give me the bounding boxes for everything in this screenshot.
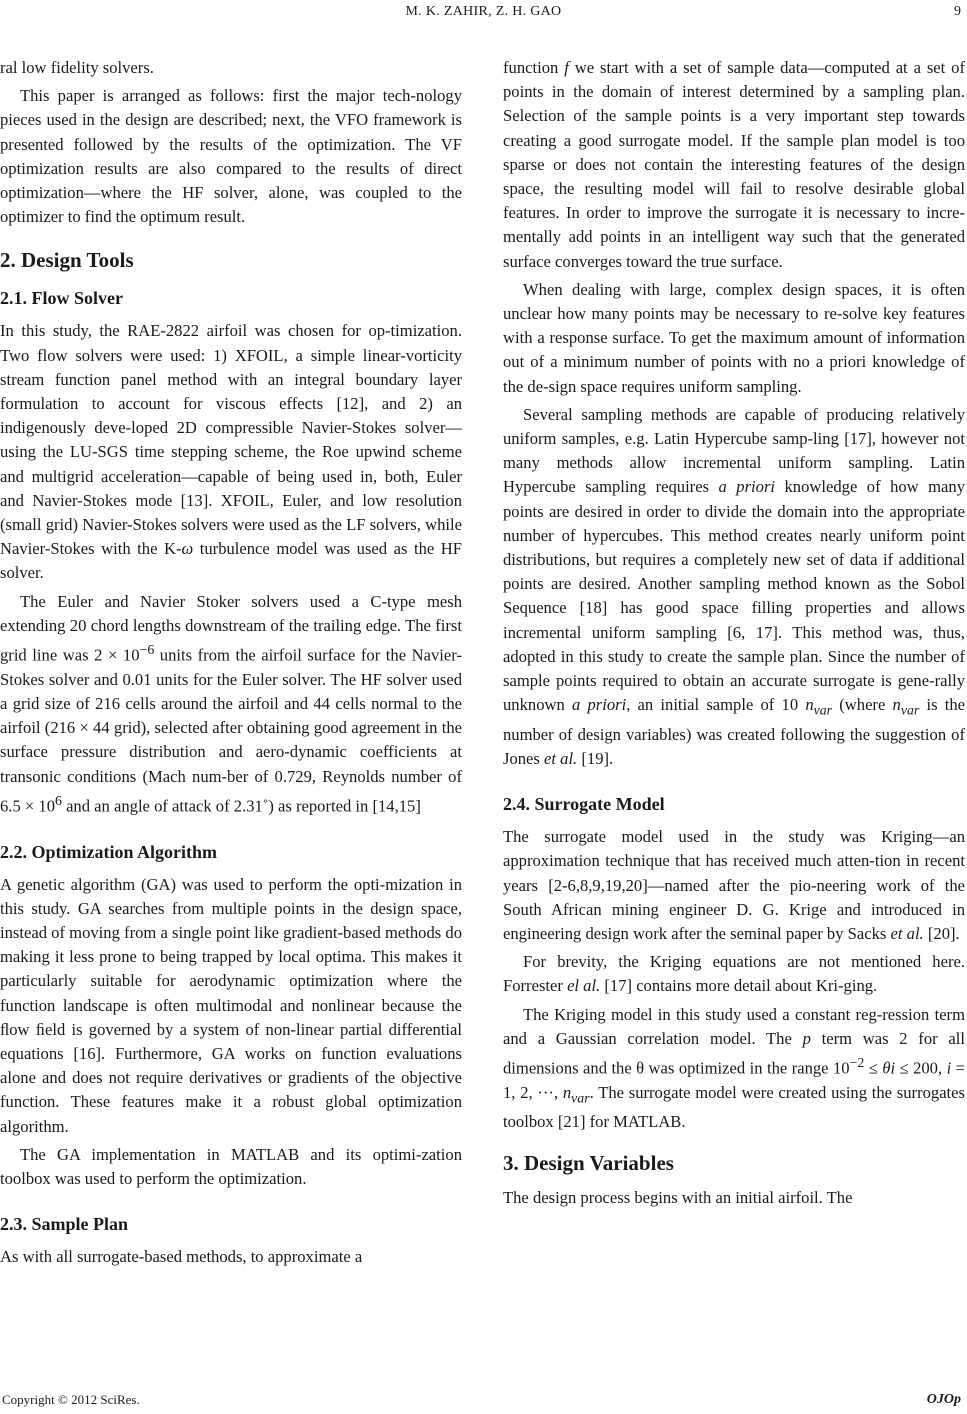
heading-sample-plan: 2.3. Sample Plan: [0, 1214, 129, 1235]
paragraph-kriging-1: The surrogate model used in the study was Kriging—an approximation technique that has received much atten-tion in recent years [2-6,8,9,19,20]—named after the pio-neering work of the South African mining engineer D. G. Krige and introduced in engineering design work after the seminal paper by Sacks et al. [20].: [503, 827, 965, 944]
heading-surrogate-model: 2.4. Surrogate Model: [503, 794, 665, 815]
paragraph-sample-plan-start: As with all surrogate-based methods, to approximate a: [0, 1247, 363, 1267]
paragraph-sampling-methods: Several sampling methods are capable of producing relatively uniform samples, e.g. Latin Hypercube samp-ling [17], however not many methods allow incremental uniform sampling. Latin Hypercube sampling requires a priori knowledge of how many points are desired in order to divide the domain into the appropriate number of hypercubes. This method creates nearly uniform point distributions, but requires a completely new set of data if additional points are desired. Another sampling method known as the Sobol Sequence [18] has good space filling properties and allows incremental uniform sampling [6, 17]. This method was, thus, adopted in this study to create the sample plan. Since the number of sample points required to obtain an accurate surrogate is gene-rally unknown a priori, an initial sample of 10 $n_{var}$ (where $n_{var}$ is the number of design variables) was created following the suggestion of Jones et al. [19].: [503, 404, 966, 768]
paragraph-ga-1: A genetic algorithm (GA) was used to perform the opti-mization in this study. GA searches from multiple points in the design space, instead of moving from a single point like gradient-based methods do making it less prone to being trapped by local optima. This makes it particularly suitable for aerodynamic optimization where the function landscape is often multimodal and nonlinear because the ﬂow ﬁeld is governed by a system of non-linear partial differential equations [16]. Furthermore, GA works on function evaluations alone and does not require derivatives or gradients of the objective function. These features make it a robust global optimization algorithm.: [0, 874, 462, 1136]
paragraph-large-design-spaces: When dealing with large, complex design spaces, it is often unclear how many points may be necessary to re-solve key features with a response surface. To get the maximum amount of information out of a minimum number of points with no a priori knowledge of the de-sign space requires uniform sampling.: [503, 279, 965, 396]
paragraph-kriging-2: For brevity, the Kriging equations are not mentioned here. Forrester el al. [17] contains more detail about Kri-ging.: [503, 952, 965, 996]
paragraph-intro-continued: ral low fidelity solvers.: [0, 58, 154, 77]
heading-flow-solver: 2.1. Flow Solver: [0, 288, 123, 309]
heading-design-variables: 3. Design Variables: [503, 1151, 674, 1176]
paragraph-design-variables-start: The design process begins with an initial airfoil. The: [503, 1188, 853, 1208]
footer-copyright: Copyright © 2012 SciRes.: [2, 1392, 140, 1407]
paragraph-arrangement: This paper is arranged as follows: first the major tech-nology pieces used in the design are described; next, the VFO framework is presented followed by the results of the optimization. The VF optimization results are also compared to the results of direct optimization—where the HF solver, alone, was coupled to the optimizer to find the optimum result.: [0, 86, 462, 227]
paragraph-kriging-3: The Kriging model in this study used a constant reg-ression term and a Gaussian correlation model. The p term was 2 for all dimensions and the θ was optimized in the range $10^{-2} \le \theta i \le 200$, i = 1, 2, ···, $n_{var}$. The surrogate model were created using the surrogates toolbox [21] for MATLAB.: [503, 1004, 966, 1132]
left-column: [0, 56, 462, 1273]
footer-journal: OJOp: [926, 1392, 961, 1407]
running-head: M. K. ZAHIR, Z. H. GAO: [405, 4, 562, 19]
paragraph-flow-solver-2: The Euler and Navier Stoker solvers used a C-type mesh extending 20 chord lengths downstream of the trailing edge. The first grid line was $2 \times 10^{-6}$ units from the airfoil surface for the Navier-Stokes solver and 0.01 units for the Euler solver. The HF solver used a grid size of 216 cells around the airfoil and 44 cells normal to the airfoil (216 × 44 grid), selected after obtaining good agreement in the surface pressure distribution and aero-dynamic coefficients at transonic conditions (Mach num-ber of 0.729, Reynolds number of $6.5 \times 10^6$ and an angle of attack of 2.31˚) as reported in [14,15]: [0, 591, 462, 816]
heading-optimization-algorithm: 2.2. Optimization Algorithm: [0, 841, 217, 862]
right-column: [503, 56, 965, 1215]
page-number: 9: [954, 4, 961, 19]
paragraph-flow-solver-1: In this study, the RAE-2822 airfoil was chosen for op-timization. Two flow solvers were used: 1) XFOIL, a simple linear-vorticity stream function panel method with an integral boundary layer formulation to account for viscous effects [12], and 2) an indigenously deve-loped 2D compressible Navier-Stokes solver—using the LU-SGS time stepping scheme, the Roe upwind scheme and multigrid acceleration—capable of being used in, both, Euler and Navier-Stokes mode [13]. XFOIL, Euler, and low resolution (small grid) Navier-Stokes solvers were used as the LF solvers, while Navier-Stokes with the K-ω turbulence model was used as the HF solver.: [0, 321, 463, 583]
paragraph-sample-plan-continued: function f we start with a set of sample data—computed at a set of points in the domain of interest determined by a sampling plan. Selection of the sample points is a very important step towards creating a good surrogate model. If the sample plan model is too sparse or does not contain the interesting features of the design space, the resulting model will fail to resolve desirable global features. In order to improve the surrogate it is necessary to incre-mentally add points in an intelligent way such that the generated surface converges toward the true surface.: [503, 58, 966, 271]
paragraph-ga-2: The GA implementation in MATLAB and its optimi-zation toolbox was used to perform the optimization.: [0, 1144, 462, 1188]
heading-design-tools: 2. Design Tools: [0, 248, 134, 273]
